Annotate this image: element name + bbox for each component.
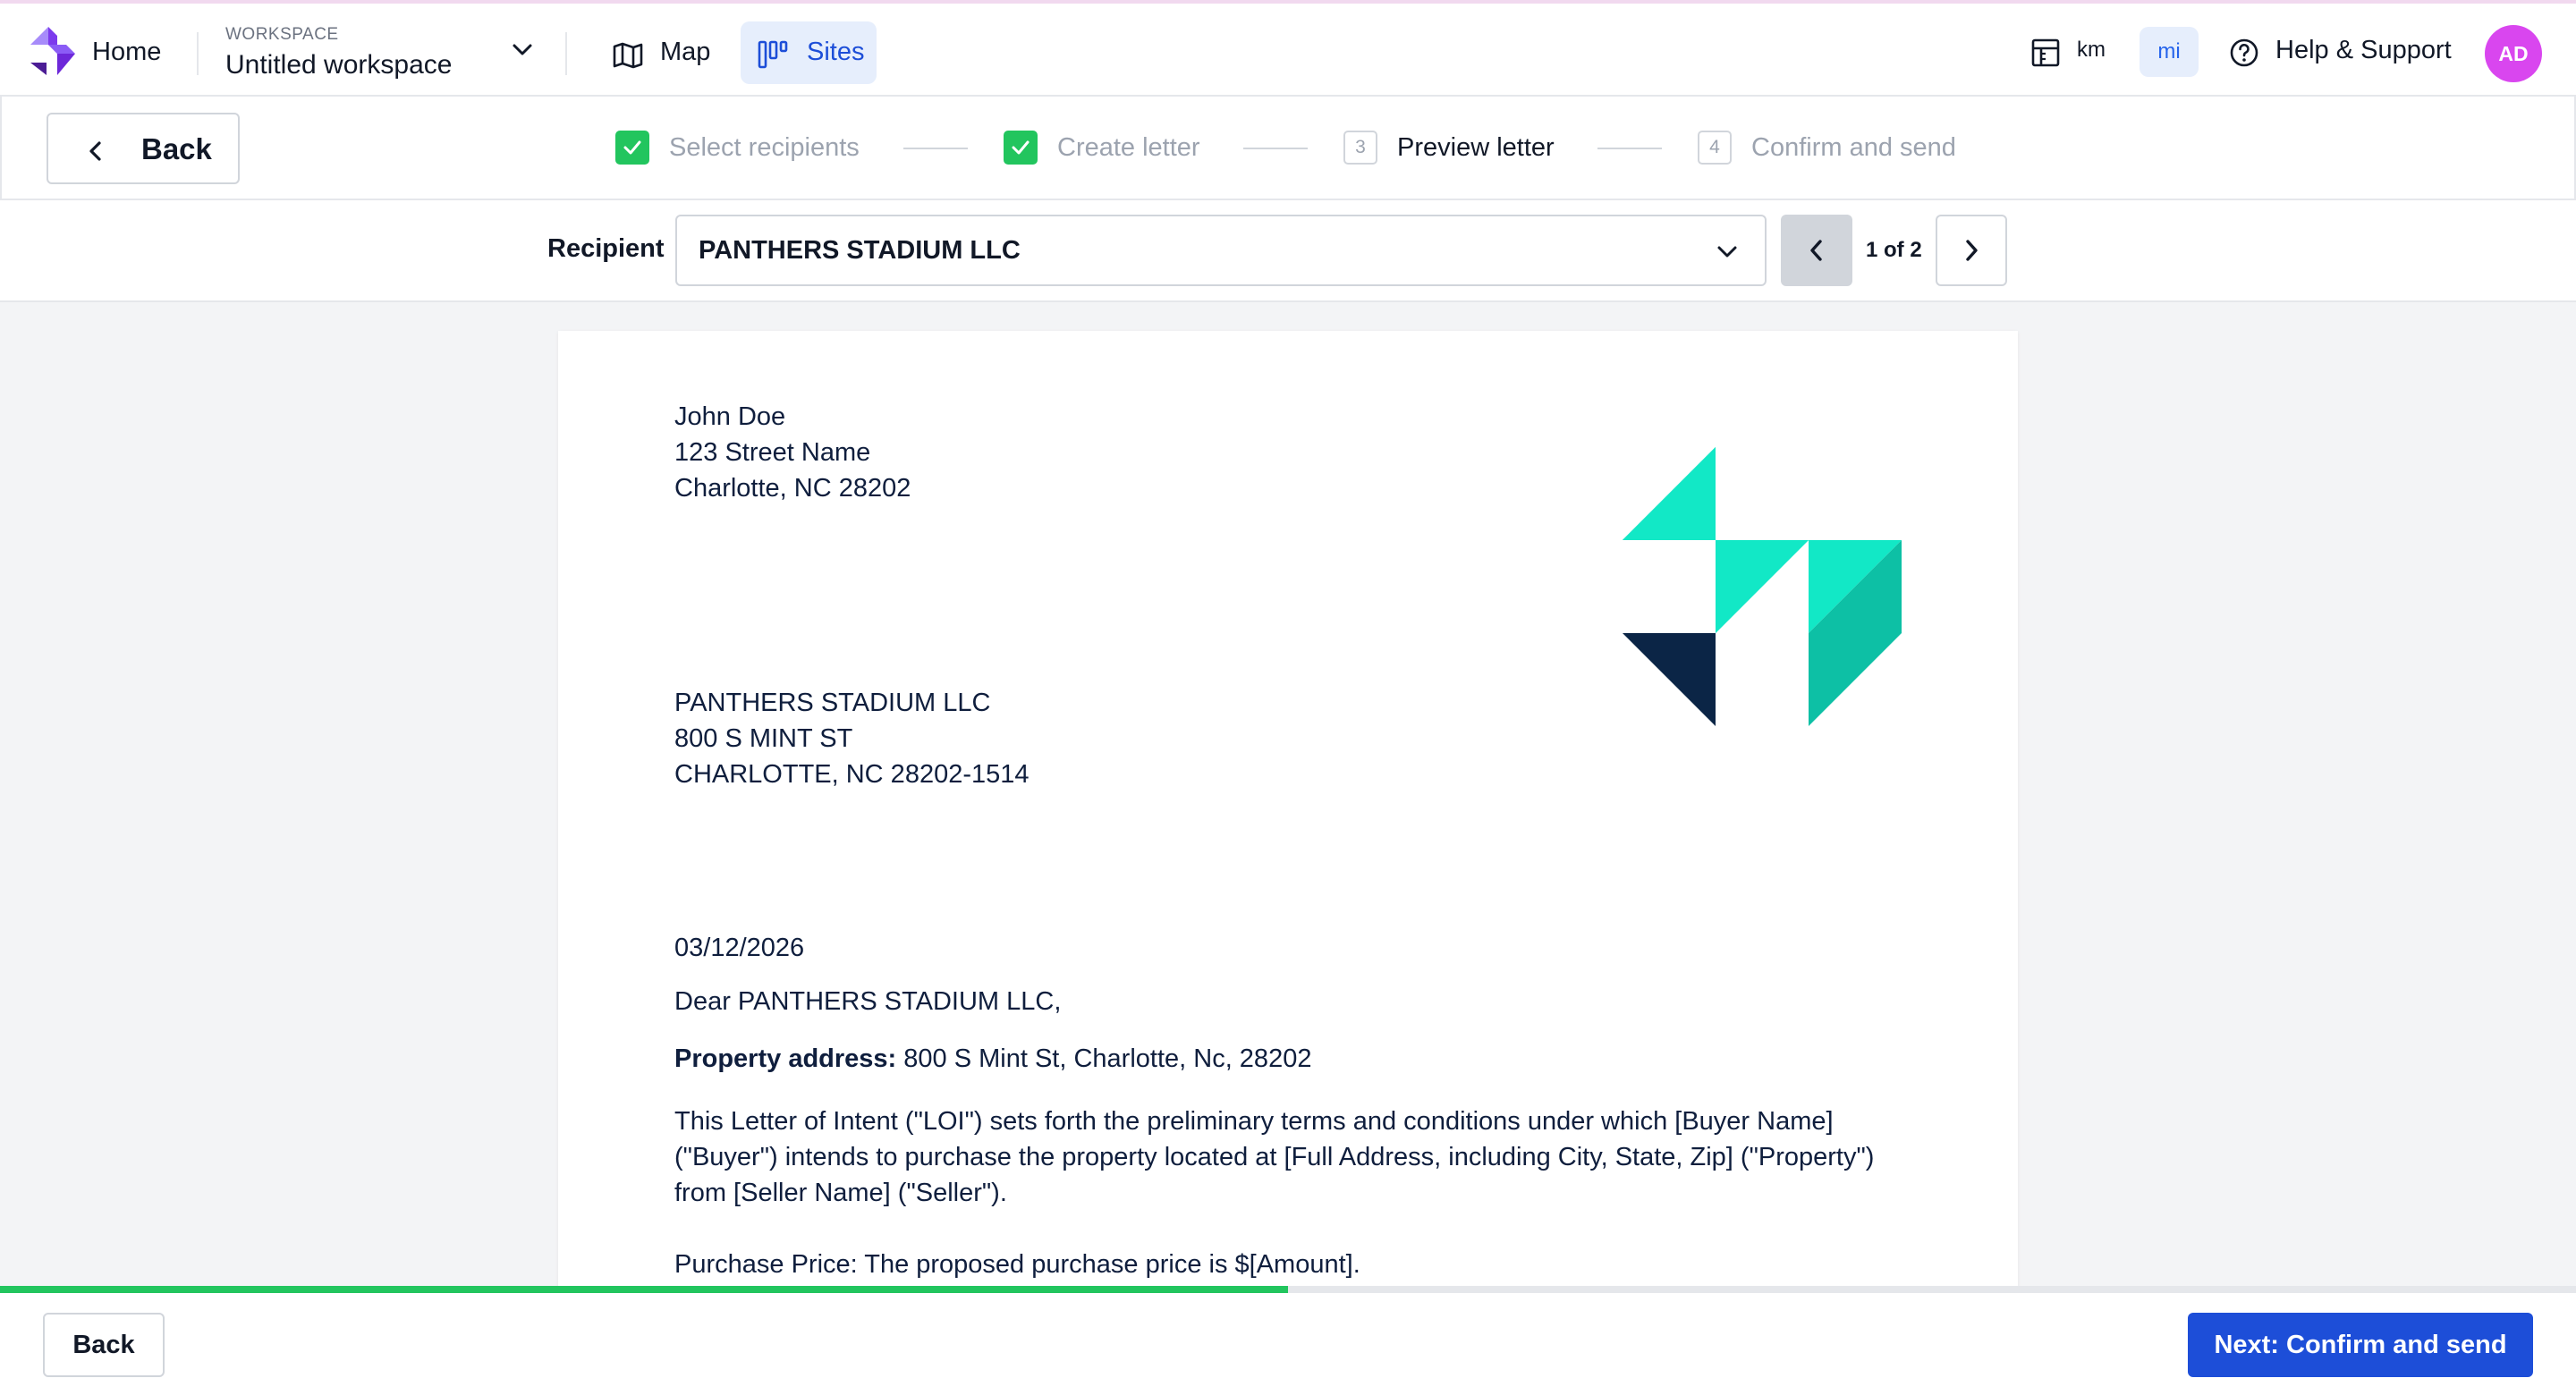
purchase-price-line: Purchase Price: The proposed purchase price is $[Amount]. xyxy=(674,1250,1360,1279)
chevron-down-icon[interactable] xyxy=(510,41,535,59)
progress-bar xyxy=(0,1286,2576,1293)
step-label: Select recipients xyxy=(669,133,860,162)
top-nav xyxy=(0,0,2576,97)
app-logo-icon[interactable] xyxy=(27,25,79,77)
sender-city: Charlotte, NC 28202 xyxy=(674,474,911,503)
step-number: 4 xyxy=(1698,131,1732,165)
sender-street: 123 Street Name xyxy=(674,438,871,467)
letter-preview xyxy=(558,331,2018,1288)
nav-sites-label: Sites xyxy=(807,38,865,66)
recipient-label: Recipient xyxy=(547,234,665,263)
unit-km-toggle[interactable]: km xyxy=(2077,38,2106,62)
unit-mi-toggle[interactable]: mi xyxy=(2140,27,2199,77)
recipient-name: PANTHERS STADIUM LLC xyxy=(674,689,991,717)
next-confirm-and-send-button[interactable]: Next: Confirm and send xyxy=(2188,1313,2533,1377)
check-icon xyxy=(1004,131,1038,165)
nav-map-label: Map xyxy=(660,38,711,66)
footer-bar xyxy=(0,1293,2576,1395)
recipient-street: 800 S MINT ST xyxy=(674,724,853,753)
next-recipient-button[interactable] xyxy=(1936,215,2007,286)
back-button-label: Back xyxy=(141,132,212,165)
sites-kanban-icon xyxy=(757,39,789,70)
help-circle-icon xyxy=(2229,38,2259,68)
letter-salutation: Dear PANTHERS STADIUM LLC, xyxy=(674,987,1062,1016)
back-button-bottom[interactable]: Back xyxy=(43,1313,165,1377)
letter-date: 03/12/2026 xyxy=(674,934,805,962)
previous-recipient-button[interactable] xyxy=(1781,215,1852,286)
step-label: Preview letter xyxy=(1397,133,1555,162)
property-address-value: 800 S Mint St, Charlotte, Nc, 28202 xyxy=(903,1044,1312,1073)
chevron-right-icon xyxy=(1961,238,1982,263)
step-number: 3 xyxy=(1343,131,1377,165)
chevron-down-icon xyxy=(1715,243,1740,261)
home-link[interactable]: Home xyxy=(92,38,162,66)
nav-divider xyxy=(565,32,567,75)
avatar[interactable]: AD xyxy=(2485,25,2542,82)
check-icon xyxy=(615,131,649,165)
chevron-left-icon xyxy=(1806,238,1827,263)
progress-bar-fill xyxy=(0,1286,1288,1293)
nav-map-button[interactable] xyxy=(597,21,723,84)
nav-sites-button[interactable] xyxy=(741,21,877,84)
step-connector xyxy=(1597,148,1662,149)
ruler-units-icon xyxy=(2030,38,2061,68)
workspace-name[interactable]: Untitled workspace xyxy=(225,50,453,80)
step-label: Confirm and send xyxy=(1751,133,1956,162)
recipient-city: CHARLOTTE, NC 28202-1514 xyxy=(674,760,1030,789)
nav-divider xyxy=(197,32,199,75)
recipient-pager-count: 1 of 2 xyxy=(1866,238,1922,262)
step-connector xyxy=(1243,148,1308,149)
back-button-top[interactable] xyxy=(47,113,240,184)
recipient-select[interactable] xyxy=(675,215,1767,286)
sender-name: John Doe xyxy=(674,402,786,431)
recipient-bar xyxy=(0,200,2576,302)
chevron-left-icon xyxy=(86,140,106,163)
letter-intro-paragraph: This Letter of Intent ("LOI") sets forth the preliminary terms and conditions under which [Buyer Name] ("Buyer") intends to purchase the property located at [Full Address, including City, State, Zip] ("Property") from [Seller Name] ("Seller"). xyxy=(674,1107,1875,1207)
step-label: Create letter xyxy=(1057,133,1200,162)
map-icon xyxy=(612,41,644,70)
recipient-selected-value: PANTHERS STADIUM LLC xyxy=(699,236,1021,265)
help-support-link[interactable]: Help & Support xyxy=(2275,36,2452,64)
property-address-label: Property address: xyxy=(674,1044,897,1073)
step-connector xyxy=(903,148,968,149)
company-logo-icon xyxy=(1621,447,1907,733)
workspace-caption: WORKSPACE xyxy=(225,25,339,44)
stepper-bar xyxy=(0,97,2576,200)
property-address-line xyxy=(674,1044,1311,1074)
